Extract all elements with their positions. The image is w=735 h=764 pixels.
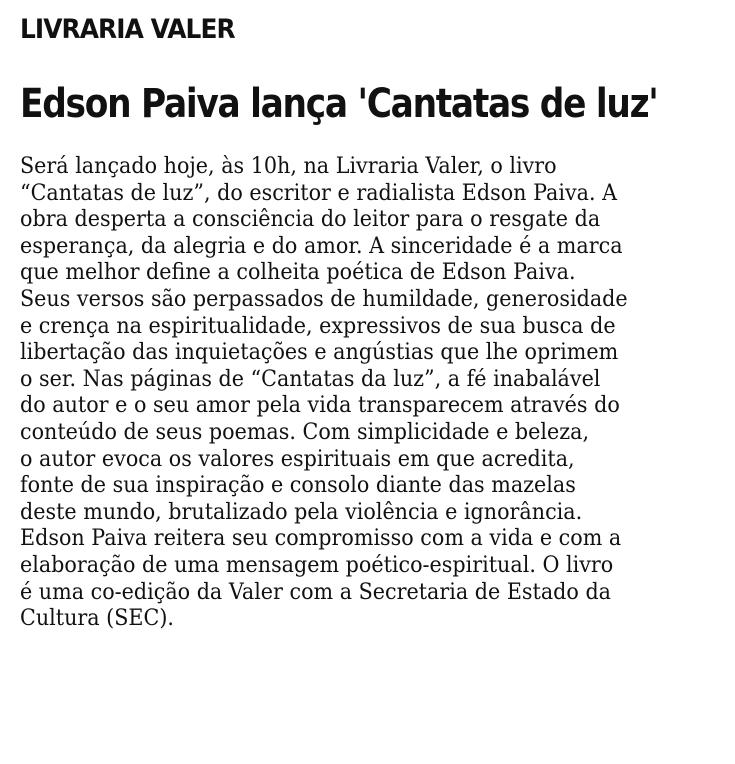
body-line: elaboração de uma mensagem poético-espiritual. O livro — [20, 552, 614, 578]
headline: Edson Paiva lança 'Cantatas de luz' — [20, 81, 658, 127]
body-line: Será lançado hoje, às 10h, na Livraria Valer, o livro — [20, 154, 557, 179]
body-line: e crença na espiritualidade, expressivos de sua busca de — [20, 313, 616, 339]
body-line: que melhor define a colheita poética de Edson Paiva. — [20, 260, 576, 286]
body-line: Seus versos são perpassados de humildade, generosidade — [20, 286, 628, 312]
body-line: Edson Paiva reitera seu compromisso com a vida e com a — [20, 526, 622, 552]
body-line: libertação das inquietações e angústias que lhe oprimem — [20, 340, 619, 366]
body-line: deste mundo, brutalizado pela violência e ignorância. — [20, 499, 583, 525]
section-label: LIVRARIA VALER — [20, 14, 235, 45]
body-line: do autor e o seu amor pela vida transparecem através do — [20, 393, 620, 419]
body-line: é uma co-edição da Valer com a Secretaria de Estado da — [20, 579, 612, 605]
article-body — [20, 154, 720, 633]
body-line: esperança, da alegria e do amor. A sinceridade é a marca — [20, 233, 623, 259]
body-line: Cultura (SEC). — [20, 606, 174, 632]
body-line: conteúdo de seus poemas. Com simplicidade e beleza, — [20, 419, 590, 445]
body-line: o autor evoca os valores espirituais em que acredita, — [20, 446, 575, 472]
body-line: “Cantatas de luz”, do escritor e radialista Edson Paiva. A — [20, 180, 618, 206]
body-line: o ser. Nas páginas de “Cantatas da luz”, a fé inabalável — [20, 366, 601, 392]
body-line: obra desperta a consciência do leitor para o resgate da — [20, 207, 601, 233]
body-line: fonte de sua inspiração e consolo diante das mazelas — [20, 473, 576, 499]
newspaper-clipping — [20, 12, 720, 633]
